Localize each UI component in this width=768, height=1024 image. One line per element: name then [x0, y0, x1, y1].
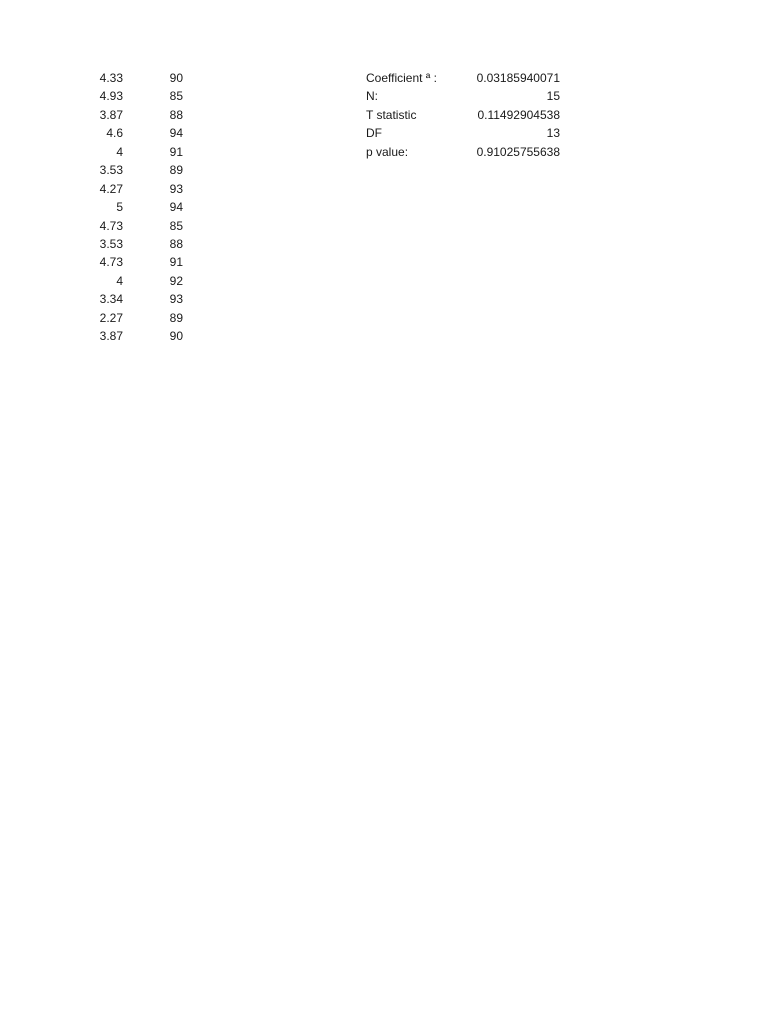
data-cell-b[interactable]: 89	[169, 163, 183, 178]
table-row	[60, 198, 183, 216]
table-row	[60, 272, 183, 290]
data-cell-b[interactable]: 94	[169, 126, 183, 141]
table-row	[60, 106, 183, 124]
data-cell-b[interactable]: 94	[169, 200, 183, 215]
data-cell-a[interactable]: 3.34	[99, 292, 123, 307]
data-cell-b[interactable]: 88	[169, 236, 183, 251]
table-row	[60, 143, 183, 161]
data-cell-b[interactable]: 91	[169, 255, 183, 270]
data-cell-b[interactable]: 93	[169, 292, 183, 307]
table-row	[60, 217, 183, 235]
data-cell-b[interactable]: 90	[169, 329, 183, 344]
data-cell-b[interactable]: 85	[169, 89, 183, 104]
table-row	[60, 180, 183, 198]
table-row	[60, 87, 183, 105]
table-row	[60, 327, 183, 345]
data-cell-a[interactable]: 4.27	[99, 181, 123, 196]
stat-row-p-value	[366, 143, 560, 161]
data-cell-a[interactable]: 2.27	[99, 310, 123, 325]
data-cell-a[interactable]: 4.93	[99, 89, 123, 104]
stat-label[interactable]: Coefficient ª :	[366, 71, 437, 85]
data-cell-a[interactable]: 4	[116, 144, 123, 159]
data-cell-b[interactable]: 91	[169, 144, 183, 159]
data-table	[60, 69, 183, 346]
stat-label[interactable]: p value:	[366, 144, 409, 159]
stat-value[interactable]: 13	[546, 126, 560, 141]
table-row	[60, 124, 183, 142]
data-cell-a[interactable]: 3.87	[99, 107, 123, 122]
table-row	[60, 290, 183, 308]
data-cell-a[interactable]: 5	[116, 200, 123, 215]
data-cell-a[interactable]: 4.73	[99, 218, 123, 233]
statistics-table	[366, 69, 560, 161]
stat-label[interactable]: DF	[366, 126, 382, 141]
stat-value[interactable]: 15	[546, 89, 560, 104]
table-row	[60, 235, 183, 253]
stat-row-df	[366, 124, 560, 142]
data-cell-b[interactable]: 85	[169, 218, 183, 233]
data-cell-a[interactable]: 3.53	[99, 236, 123, 251]
stat-row-t-statistic	[366, 106, 560, 124]
stat-value[interactable]: 0.11492904538	[477, 107, 560, 122]
table-row	[60, 253, 183, 271]
data-cell-b[interactable]: 93	[169, 181, 183, 196]
data-cell-a[interactable]: 3.87	[99, 329, 123, 344]
data-cell-a[interactable]: 4	[116, 273, 123, 288]
data-cell-b[interactable]: 90	[169, 71, 183, 85]
table-row	[60, 69, 183, 87]
data-cell-b[interactable]: 88	[169, 107, 183, 122]
stat-value[interactable]: 0.91025755638	[476, 144, 560, 159]
data-cell-b[interactable]: 92	[169, 273, 183, 288]
data-cell-b[interactable]: 89	[169, 310, 183, 325]
data-cell-a[interactable]: 4.73	[99, 255, 123, 270]
table-row	[60, 161, 183, 179]
stat-value[interactable]: 0.03185940071	[476, 71, 560, 85]
data-cell-a[interactable]: 4.33	[99, 71, 123, 85]
stat-label[interactable]: N:	[366, 89, 378, 104]
table-row	[60, 309, 183, 327]
data-cell-a[interactable]: 4.6	[106, 126, 123, 141]
stat-row-n	[366, 87, 560, 105]
data-cell-a[interactable]: 3.53	[99, 163, 123, 178]
stat-label[interactable]: T statistic	[366, 107, 417, 122]
stat-row-coefficient	[366, 69, 560, 87]
